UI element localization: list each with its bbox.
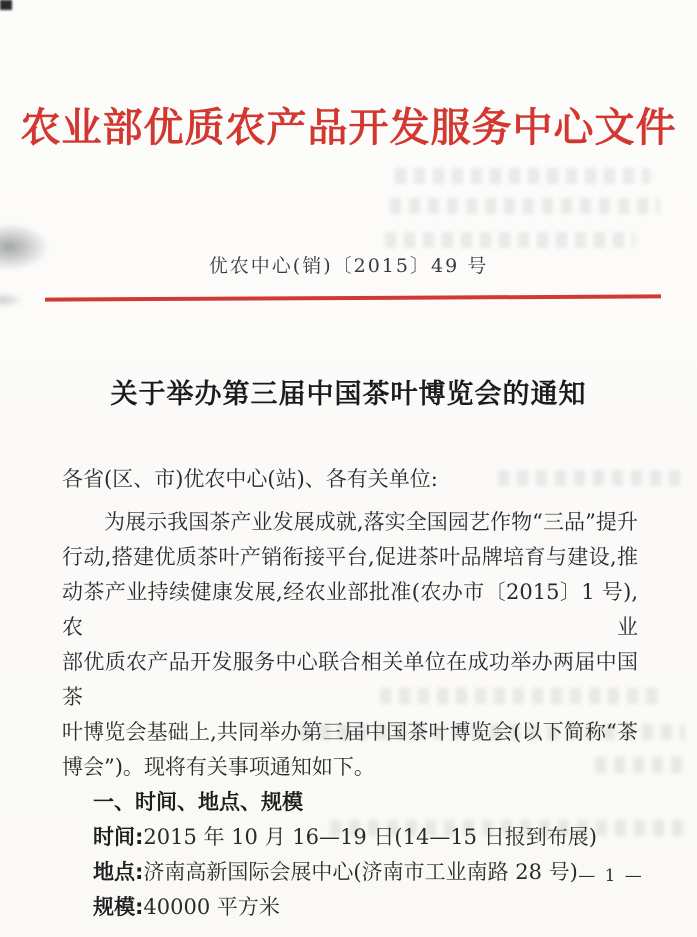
- bleed-through-artifact: [385, 232, 635, 248]
- detail-label: 地点:: [93, 860, 144, 884]
- salutation: 各省(区、市)优农中心(站)、各有关单位:: [62, 467, 438, 491]
- letterhead-divider-rule: [45, 294, 661, 301]
- letterhead-title: 农业部优质农产品开发服务中心文件: [20, 104, 677, 151]
- detail-line-location: [62, 855, 638, 890]
- bleed-through-artifact: [390, 198, 660, 214]
- paragraph-line: 为展示我国茶产业发展成就,落实全国园艺作物“三品”提升: [104, 510, 638, 534]
- detail-label: 时间:: [93, 825, 144, 849]
- section-heading: 一、时间、地点、规模: [93, 790, 303, 814]
- bleed-through-artifact: [395, 168, 650, 184]
- paragraph-line: 行动,搭建优质茶叶产销衔接平台,促进茶叶品牌培育与建设,推: [62, 545, 638, 569]
- paragraph-line: 博会”)。现将有关事项通知如下。: [62, 755, 375, 779]
- page-number: — 1 —: [578, 866, 644, 886]
- detail-value: 40000 平方米: [143, 895, 280, 919]
- document-number: 优农中心(销)〔2015〕49 号: [208, 255, 489, 277]
- paragraph-line: 部优质农产品开发服务中心联合相关单位在成功举办两届中国茶: [62, 650, 638, 709]
- detail-value: 济南高新国际会展中心(济南市工业南路 28 号): [143, 860, 578, 884]
- paragraph-line: 动茶产业持续健康发展,经农业部批准(农办市〔2015〕1 号),农业: [62, 580, 638, 639]
- paragraph-line: 叶博览会基础上,共同举办第三届中国茶叶博览会(以下简称“茶: [62, 720, 638, 744]
- detail-label: 规模:: [93, 895, 144, 919]
- detail-line-scale: [62, 890, 638, 925]
- intro-paragraph: [62, 505, 638, 785]
- scan-corner-speck: [0, 0, 12, 10]
- scan-edge-blob: [0, 292, 24, 308]
- detail-line-time: [62, 820, 638, 855]
- detail-value: 2015 年 10 月 16—19 日(14—15 日报到布展): [143, 825, 597, 849]
- notice-title: 关于举办第三届中国茶叶博览会的通知: [110, 379, 587, 410]
- document-body: [62, 462, 638, 925]
